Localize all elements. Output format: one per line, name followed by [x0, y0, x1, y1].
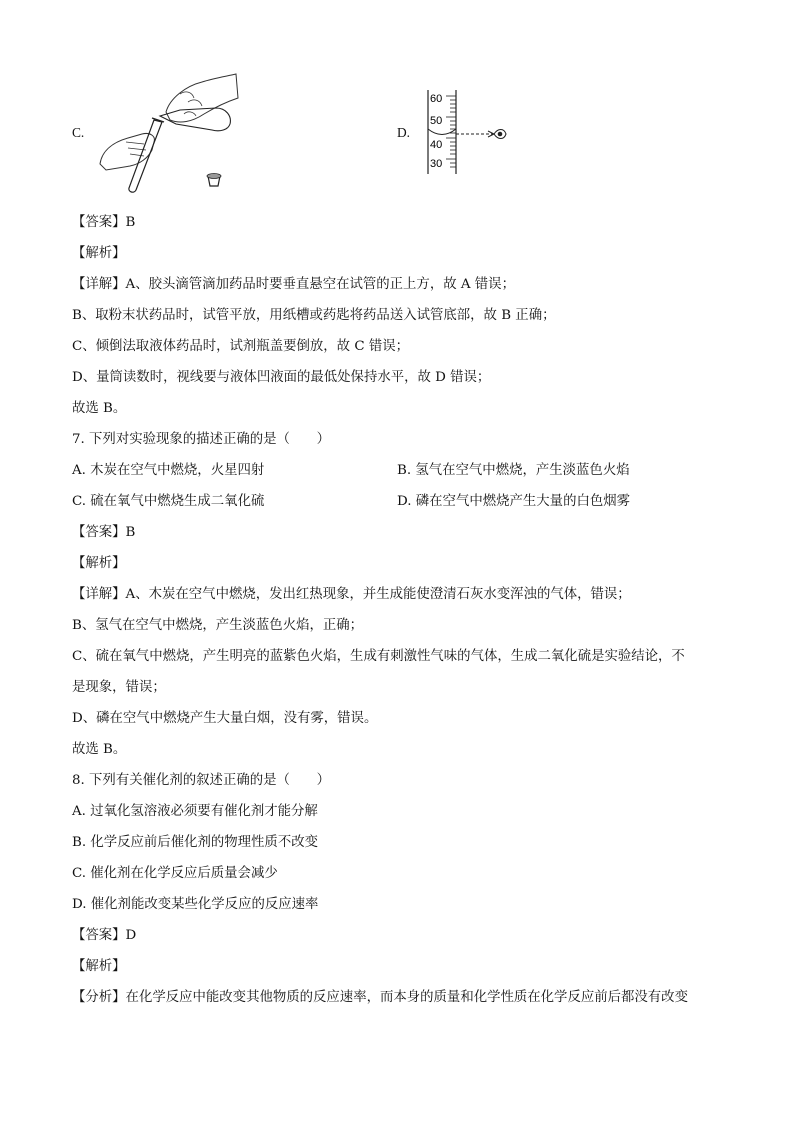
q6-detail-c: C、倾倒法取液体药品时，试剂瓶盖要倒放，故 C 错误；	[72, 339, 409, 354]
cylinder-tick-40: 40	[430, 139, 443, 151]
q6-detail-d: D、量筒读数时，视线要与液体凹液面的最低处保持水平，故 D 错误；	[72, 370, 491, 385]
q8-option-c: C. 催化剂在化学反应后质量会减少	[72, 866, 278, 881]
q6-answer: 【答案】B	[72, 215, 136, 230]
q7-detail-c-line2: 是现象，错误；	[72, 680, 166, 695]
q7-conclusion: 故选 B。	[72, 742, 127, 757]
q8-fenxi: 【分析】在化学反应中能改变其他物质的反应速率，而本身的质量和化学性质在化学反应前后都没有改变	[72, 990, 688, 1005]
q7-detail-a: 【详解】A、木炭在空气中燃烧，发出红热现象，并生成能使澄清石灰水变浑浊的气体，错误；	[72, 587, 631, 602]
q7-option-b: B. 氢气在空气中燃烧，产生淡蓝色火焰	[397, 463, 630, 478]
pouring-liquid-illustration	[96, 72, 241, 194]
q8-option-a: A. 过氧化氢溶液必须要有催化剂才能分解	[72, 804, 318, 819]
q7-option-d: D. 磷在空气中燃烧产生大量的白色烟雾	[397, 494, 631, 509]
q7-detail-c-line1: C、硫在氧气中燃烧，产生明亮的蓝紫色火焰，生成有刺激性气味的气体，生成二氧化硫是实验结论，不	[72, 649, 685, 664]
q7-detail-b: B、氢气在空气中燃烧，产生淡蓝色火焰，正确；	[72, 618, 364, 633]
cylinder-tick-60: 60	[430, 93, 443, 105]
q7-stem: 7. 下列对实验现象的描述正确的是（ ）	[72, 432, 331, 447]
q8-option-d: D. 催化剂能改变某些化学反应的反应速率	[72, 897, 319, 912]
figure-d-label: D.	[397, 125, 411, 140]
cylinder-tick-50: 50	[430, 115, 443, 127]
q7-answer: 【答案】B	[72, 525, 136, 540]
q8-answer: 【答案】D	[72, 928, 137, 943]
q7-analysis-heading: 【解析】	[72, 556, 126, 571]
cylinder-tick-30: 30	[430, 158, 443, 170]
q6-conclusion: 故选 B。	[72, 401, 127, 416]
graduated-cylinder-illustration	[418, 88, 510, 176]
q6-detail-b: B、取粉末状药品时，试管平放，用纸槽或药匙将药品送入试管底部，故 B 正确；	[72, 308, 556, 323]
q8-option-b: B. 化学反应前后催化剂的物理性质不改变	[72, 835, 318, 850]
q6-analysis-heading: 【解析】	[72, 246, 126, 261]
figure-c-label: C.	[72, 125, 85, 140]
q6-detail-a: 【详解】A、胶头滴管滴加药品时要垂直悬空在试管的正上方，故 A 错误；	[72, 277, 515, 292]
q7-detail-d: D、磷在空气中燃烧产生大量白烟，没有雾，错误。	[72, 711, 378, 726]
q8-stem: 8. 下列有关催化剂的叙述正确的是（ ）	[72, 773, 331, 788]
q7-option-a: A. 木炭在空气中燃烧，火星四射	[72, 463, 265, 478]
q7-option-c: C. 硫在氧气中燃烧生成二氧化硫	[72, 494, 265, 509]
q8-analysis-heading: 【解析】	[72, 959, 126, 974]
